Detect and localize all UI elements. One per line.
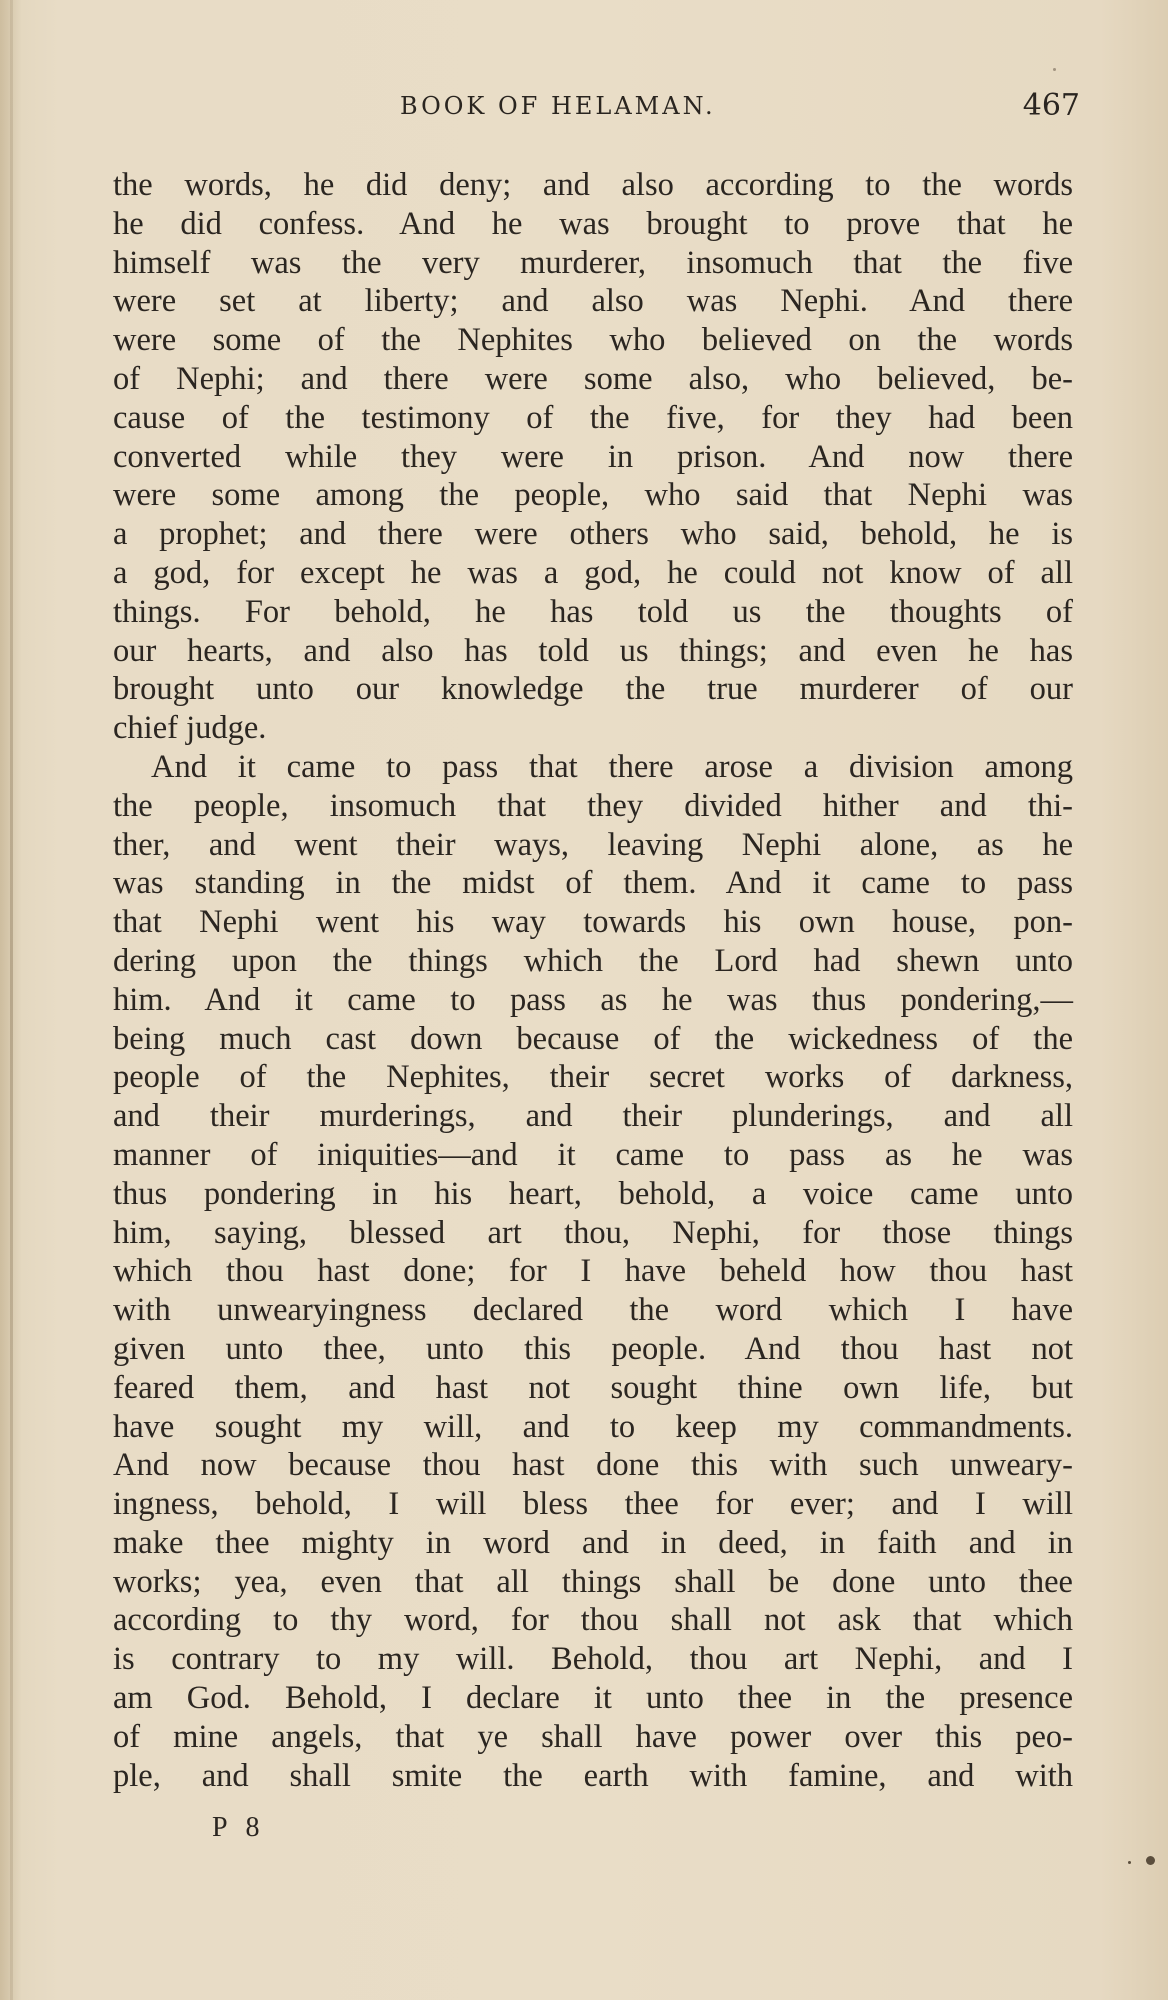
paragraph: [113, 748, 1073, 1796]
text-line: him, saying, blessed art thou, Nephi, for those things: [113, 1214, 1073, 1251]
text-line: of mine angels, that ye shall have power over this peo-: [113, 1718, 1073, 1755]
text-line: And it came to pass that there arose a division among: [151, 748, 1073, 785]
text-line: is contrary to my will. Behold, thou art Nephi, and I: [113, 1641, 1073, 1678]
text-line: works; yea, even that all things shall be done unto thee: [113, 1563, 1073, 1600]
page-header: [150, 88, 1080, 132]
text-line: have sought my will, and to keep my commandments.: [113, 1408, 1073, 1445]
text-line: our hearts, and also has told us things; and even he has: [113, 632, 1073, 669]
text-line: himself was the very murderer, insomuch that the five: [113, 244, 1073, 281]
text-line: of Nephi; and there were some also, who believed, be-: [113, 360, 1073, 397]
text-line: him. And it came to pass as he was thus pondering,—: [113, 981, 1073, 1018]
body-text: [113, 166, 1073, 1795]
text-line: being much cast down because of the wickedness of the: [113, 1020, 1073, 1057]
text-line: ther, and went their ways, leaving Nephi alone, as he: [113, 826, 1073, 863]
text-line: he did confess. And he was brought to prove that he: [113, 205, 1073, 242]
text-line: a prophet; and there were others who said, behold, he is: [113, 516, 1073, 553]
text-line: cause of the testimony of the five, for they had been: [113, 399, 1073, 436]
text-line: people of the Nephites, their secret works of darkness,: [113, 1059, 1073, 1096]
text-line: according to thy word, for thou shall not ask that which: [113, 1602, 1073, 1639]
paragraph: [113, 166, 1073, 748]
text-line: And now because thou hast done this with such unweary-: [113, 1447, 1073, 1484]
binding-gutter: [10, 0, 13, 2000]
text-line: a god, for except he was a god, he could not know of all: [113, 554, 1073, 591]
paper-speck: [1053, 68, 1056, 71]
text-line: make thee mighty in word and in deed, in faith and in: [113, 1524, 1073, 1561]
text-line: the people, insomuch that they divided hither and thi-: [113, 787, 1073, 824]
text-line: thus pondering in his heart, behold, a voice came unto: [113, 1175, 1073, 1212]
paper-speck: [1146, 1856, 1155, 1865]
text-line: with unwearyingness declared the word which I have: [113, 1292, 1073, 1329]
text-line: were some of the Nephites who believed on the words: [113, 322, 1073, 359]
paper-speck: [1128, 1861, 1131, 1864]
text-line: ple, and shall smite the earth with famine, and with: [113, 1757, 1073, 1794]
running-head: BOOK OF HELAMAN.: [400, 92, 716, 120]
text-line: feared them, and hast not sought thine own life, but: [113, 1369, 1073, 1406]
text-line: brought unto our knowledge the true murderer of our: [113, 671, 1073, 708]
text-line: things. For behold, he has told us the thoughts of: [113, 593, 1073, 630]
signature-mark: P 8: [212, 1812, 266, 1843]
text-line: converted while they were in prison. And now there: [113, 438, 1073, 475]
text-line: the words, he did deny; and also according to the words: [113, 167, 1073, 203]
text-line: am God. Behold, I declare it unto thee in the presence: [113, 1680, 1073, 1717]
text-line: were set at liberty; and also was Nephi. And there: [113, 283, 1073, 320]
text-line: manner of iniquities—and it came to pass as he was: [113, 1136, 1073, 1173]
text-line: chief judge.: [113, 710, 267, 747]
text-line: and their murderings, and their plunderings, and all: [113, 1098, 1073, 1135]
text-line: were some among the people, who said that Nephi was: [113, 477, 1073, 514]
text-line: dering upon the things which the Lord had shewn unto: [113, 942, 1073, 979]
text-line: that Nephi went his way towards his own house, pon-: [113, 904, 1073, 941]
text-line: which thou hast done; for I have beheld how thou hast: [113, 1253, 1073, 1290]
text-line: ingness, behold, I will bless thee for ever; and I will: [113, 1486, 1073, 1523]
text-line: given unto thee, unto this people. And thou hast not: [113, 1330, 1073, 1367]
text-line: was standing in the midst of them. And it came to pass: [113, 865, 1073, 902]
page-number: 467: [1022, 88, 1080, 123]
